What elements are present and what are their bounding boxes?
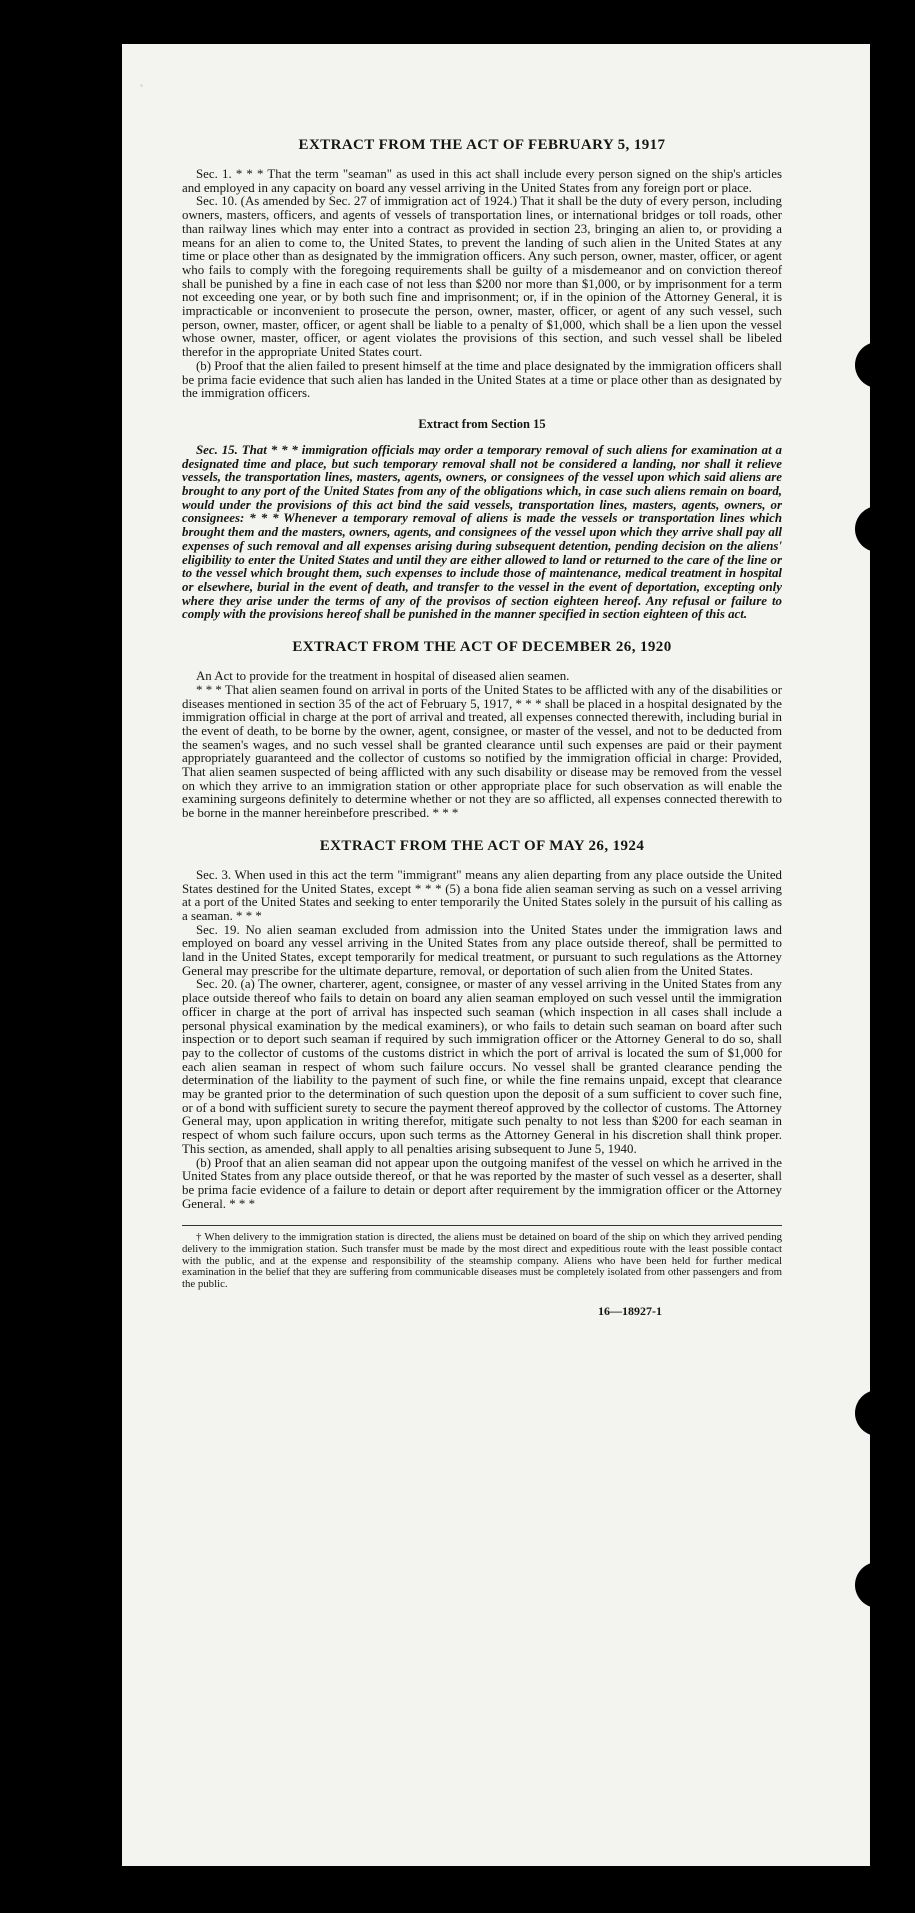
document-body — [182, 136, 782, 1319]
act-1920-heading: EXTRACT FROM THE ACT OF DECEMBER 26, 1920 — [292, 639, 672, 656]
sec-3-paragraph: Sec. 3. When used in this act the term "immigrant" means any alien departing from any place outside the United States destined for the United States, except * * * (5) a bona fide alien seaman serving as such on a vessel arriving at a port of the United States and seeking to enter temporarily the United States solely in the pursuit of his calling as a seaman. * * * — [182, 867, 782, 923]
footnote-text: † When delivery to the immigration station is directed, the aliens must be detained on board of the ship on which they arrived pending delivery to the immigration station. Such transfer must be made by the most direct and expeditious route with the least possible contact with the public, and at the expense and responsibility of the steamship company. Aliens who have been held for further medical examination in the belief that they are suffering from communicable diseases must be completely isolated from other passengers and from the public. — [182, 1231, 782, 1290]
sec-19-paragraph: Sec. 19. No alien seaman excluded from admission into the United States under the immigration laws and employed on board any vessel arriving in the United States from any place outside thereof, shall be permitted to land in the United States, except temporarily for medical treatment, or pursuant to such regulations as the Attorney General may prescribe for the ultimate departure, removal, or deportation of such alien from the United States. — [182, 922, 782, 978]
act-1924-heading: EXTRACT FROM THE ACT OF MAY 26, 1924 — [319, 837, 645, 854]
punch-hole — [855, 1390, 901, 1436]
document-page — [122, 44, 870, 1866]
punch-hole — [855, 342, 901, 388]
sec-15-paragraph: Sec. 15. That * * * immigration officials may order a temporary removal of such aliens for examination at a designated time and place, but such temporary removal shall not be considered a landing, nor shall it relieve vessels, the transportation lines, masters, agents, owners, or consignees of the vessel upon which said aliens are brought to any port of the United States from any of the obligations which, in case such aliens remain on board, would under the provisions of this act bind the said vessels, transportation lines, masters, agents, owners, or consignees: * * * Whenever a temporary removal of aliens is made the vessels or transportation lines which brought them and the masters, owners, agents, and consignees of the vessel upon which they arrive shall pay all expenses of such removal and all expenses arising during subsequent detention, pending decision on the aliens' eligibility to enter the United States and until they are either allowed to land or returned to the care of the line or to the vessel which brought them, such expenses to include those of maintenance, medical treatment in hospital or elsewhere, burial in the event of death, and transfer to the vessel in the event of deportation, excepting only where they arise under the terms of any of the provisos of section eighteen hereof. Any refusal or failure to comply with the provisions hereof shall be punished in the manner specified in section eighteen of this act. — [182, 442, 782, 622]
punch-hole — [855, 506, 901, 552]
footnote — [182, 1225, 782, 1290]
sec-1-paragraph: Sec. 1. * * * That the term "seaman" as used in this act shall include every person signed on the ship's articles and employed in any capacity on board any vessel arriving in the United States from any foreign port or place. — [182, 167, 782, 195]
punch-hole — [855, 1562, 901, 1608]
form-number: 16—18927-1 — [598, 1304, 662, 1319]
act-1920-paragraph: * * * That alien seamen found on arrival in ports of the United States to be afflicted with any of the disabilities or diseases mentioned in section 35 of the act of February 5, 1917, * * * shall be placed in a hospital designated by the immigration official in charge at the port of arrival and treated, all expenses connected therewith, including burial in the event of death, to be borne by the owner, agent, consignee, or master of the vessel, and not to be deducted from the seamen's wages, and no such vessel shall be granted clearance until such expenses are paid or their payment appropriately guaranteed and the collector of customs so notified by the immigration official in charge: Provided, That alien seamen suspected of being afflicted with any such disability or disease may be removed from the vessel on which they arrive to an immigration station or other appropriate place for such observation as will enable the examining surgeons definitely to determine whether or not they are so afflicted, all expenses connected therewith to be borne in the manner hereinbefore prescribed. * * * — [182, 682, 782, 821]
act-1917-heading: EXTRACT FROM THE ACT OF FEBRUARY 5, 1917 — [298, 137, 666, 153]
act-1920-title: An Act to provide for the treatment in hospital of diseased alien seamen. — [196, 669, 570, 684]
sec-10-paragraph: Sec. 10. (As amended by Sec. 27 of immigration act of 1924.) That it shall be the duty of every person, including owners, masters, officers, and agents of vessels of transportation lines, or international bridges or toll roads, other than railway lines which may enter into a contract as provided in section 23, bringing an alien to, or providing a means for an alien to come to, the United States, to prevent the landing of such alien in the United States at any time or place other than as designated by the immigration officers. Any such person, owner, master, officer, or agent who fails to comply with the foregoing requirements shall be guilty of a misdemeanor and on conviction thereof shall be punished by a fine in each case of not less than $200 nor more than $1,000, or by imprisonment for a term not exceeding one year, or by both such fine and imprisonment; or, if in the opinion of the Attorney General, it is impracticable or inconvenient to prosecute the person, owner, master, officer, or agent of any such vessel, such person, owner, master, officer, or agent shall be liable to a penalty of $1,000, which shall be a lien upon the vessel whose owner, master, officer, or agent violates the provisions of this section, and such vessel shall be libeled therefor in the appropriate United States court. — [182, 194, 782, 360]
sec-10b-paragraph: (b) Proof that the alien failed to present himself at the time and place designated by the immigration officers shall be prima facie evidence that such alien has landed in the United States at a time or place other than as designated by the immigration officers. — [182, 358, 782, 401]
section-15-heading: Extract from Section 15 — [418, 416, 546, 431]
sec-20a-paragraph: Sec. 20. (a) The owner, charterer, agent, consignee, or master of any vessel arriving in the United States from any place outside thereof who fails to detain on board any alien seaman employed on such vessel until the immigration officer in charge at the port of arrival has inspected such seaman (which inspection in all cases shall include a personal physical examination by the medical examiners), or who fails to detain such seaman on board after such inspection or to deport such seaman if required by such immigration officer or the Attorney General to do so, shall pay to the collector of customs of the customs district in which the port of arrival is located the sum of $1,000 for each alien seaman in respect of whom such failure occurs. No vessel shall be granted clearance pending the determination of the liability to the payment of such fine, or while the fine remains unpaid, except that clearance may be granted prior to the determination of such question upon the deposit of a sum sufficient to cover such fine, or of a bond with sufficient surety to secure the payment thereof approved by the collector of customs. The Attorney General may, upon application in writing therefor, mitigate such penalty to not less than $200 for each seaman in respect of whom such failure occurs, upon such terms as the Attorney General in his discretion shall think proper. This section, as amended, shall apply to all penalties arising subsequent to June 5, 1940. — [182, 977, 782, 1156]
sec-20b-paragraph: (b) Proof that an alien seaman did not appear upon the outgoing manifest of the vessel on which he arrived in the United States from any place outside thereof, or that he was reported by the master of such vessel as a deserter, shall be prima facie evidence of a failure to detain or deport after requirement by the immigration officer or the Attorney General. * * * — [182, 1155, 782, 1211]
paper-speck — [140, 84, 143, 87]
